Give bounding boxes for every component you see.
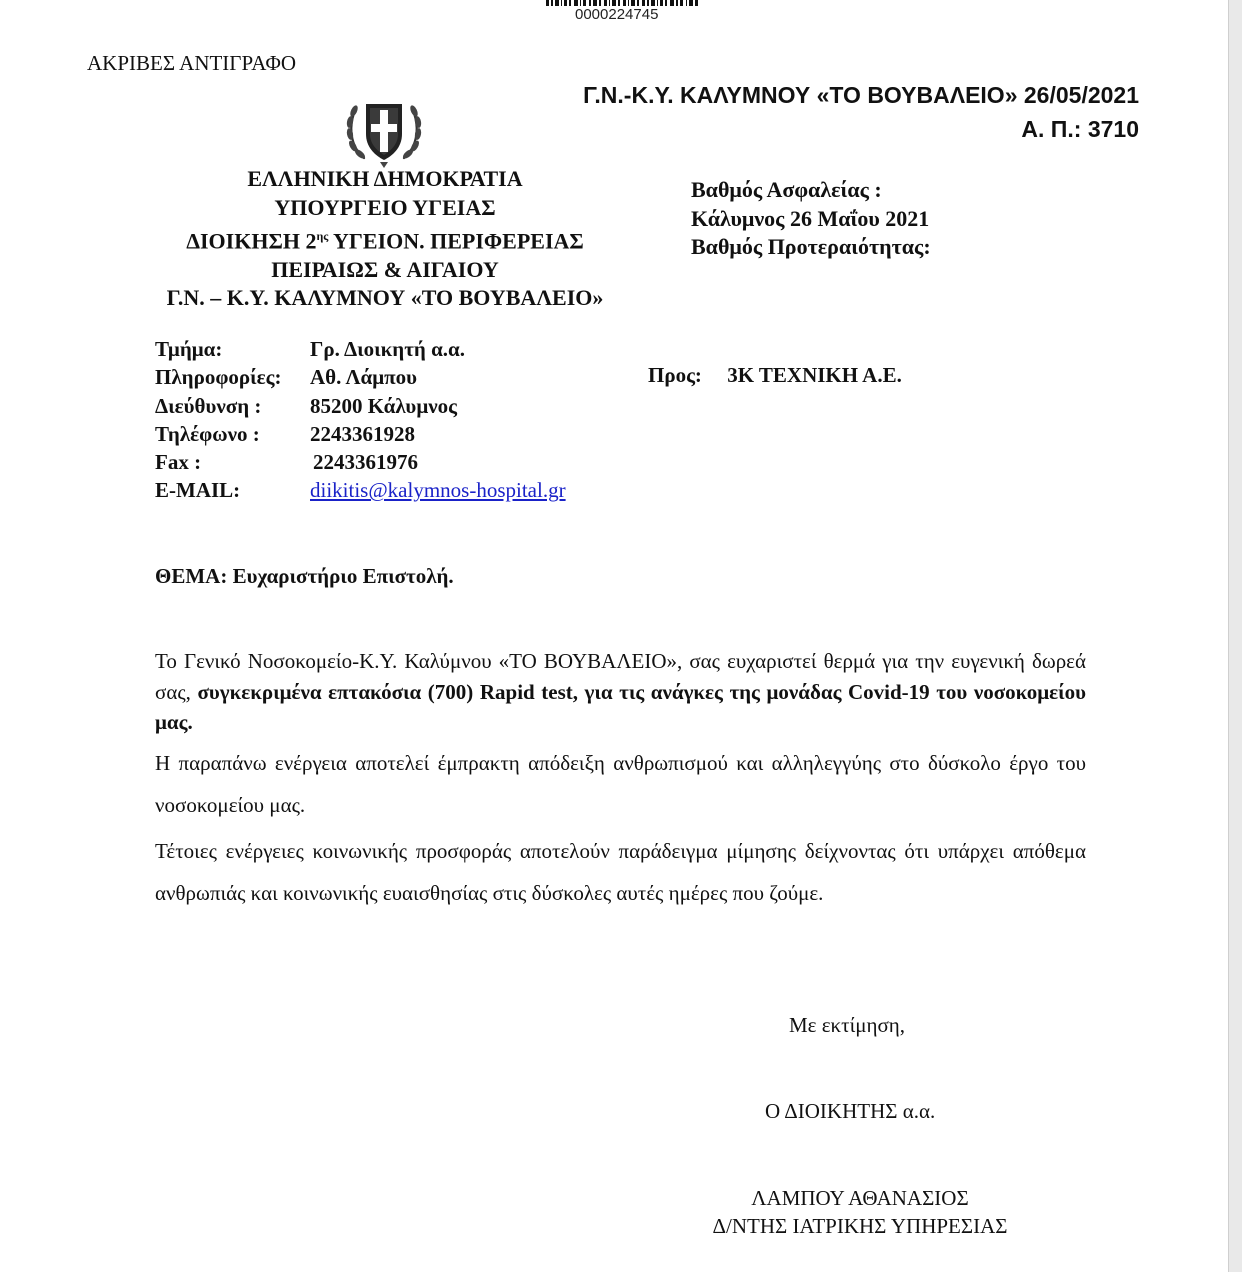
contact-label: Διεύθυνση : (155, 393, 262, 418)
contact-label: Fax : (155, 450, 202, 475)
ordinal-suffix: ης (316, 229, 329, 243)
contact-value (310, 476, 566, 504)
contact-value: Αθ. Λάμπου (310, 365, 418, 390)
contact-value: Γρ. Διοικητή α.α. (310, 337, 466, 361)
subject-line: ΘΕΜΑ: Ευχαριστήριο Επιστολή. (155, 564, 454, 588)
barcode-number: 0000224745 (575, 6, 659, 23)
contact-value: 85200 Κάλυμνος (310, 393, 457, 418)
document-meta (691, 176, 931, 262)
exact-copy-stamp: ΑΚΡΙΒΕΣ ΑΝΤΙΓΡΑΦΟ (87, 51, 297, 75)
body-paragraph: Τέτοιες ενέργειες κοινωνικής προσφοράς αποτελούν παράδειγμα μίμησης δείχνοντας ότι υπάρχει απόθεμα ανθρωπιάς και κοινωνικής ευαισθησίας στις δύσκολες αυτές ημέρες που ζούμε. (155, 838, 1086, 905)
body-paragraph (155, 646, 1086, 738)
recipient-name: 3Κ ΤΕΧΝΙΚΗ Α.Ε. (727, 363, 902, 387)
security-level: Βαθμός Ασφαλείας : (691, 177, 882, 202)
authority-line-part: ΔΙΟΙΚΗΣΗ 2 (186, 228, 317, 254)
protocol-number: Α. Π.: 3710 (1021, 116, 1139, 142)
contact-value: 2243361928 (310, 421, 415, 446)
authority-line: Γ.Ν. – Κ.Υ. ΚΑΛΥΜΝΟΥ «ΤΟ ΒΟΥΒΑΛΕΙΟ» (166, 285, 604, 311)
greek-coat-of-arms-icon (344, 88, 424, 170)
closing: Με εκτίμηση, (789, 1013, 906, 1037)
email-link[interactable]: diikitis@kalymnos-hospital.gr (310, 478, 566, 503)
authority-line: ΥΠΟΥΡΓΕΙΟ ΥΓΕΙΑΣ (274, 194, 496, 220)
contact-label: Τμήμα: (155, 337, 223, 361)
authority-line: ΕΛΛΗΝΙΚΗ ΔΗΜΟΚΡΑΤΙΑ (247, 166, 523, 191)
authority-line-part: ΥΓΕΙΟΝ. ΠΕΡΙΦΕΡΕΙΑΣ (328, 228, 584, 254)
signer-name: ΛΑΜΠΟΥ ΑΘΑΝΑΣΙΟΣ (751, 1186, 969, 1210)
signature-block (684, 1184, 1036, 1240)
director-title: Ο ΔΙΟΙΚΗΤΗΣ α.α. (765, 1099, 936, 1123)
contact-label: Τηλέφωνο : (155, 421, 260, 446)
place-date: Κάλυμνος 26 Μαΐου 2021 (691, 205, 930, 231)
contact-label: Πληροφορίες: (155, 365, 282, 390)
body-paragraph: Η παραπάνω ενέργεια αποτελεί έμπρακτη απόδειξη ανθρωπισμού και αλληλεγγύης στο δύσκολο έργο του νοσοκομείου μας. (155, 750, 1086, 817)
contact-value: 2243361976 (313, 450, 418, 475)
signer-role: Δ/ΝΤΗΣ ΙΑΤΡΙΚΗΣ ΥΠΗΡΕΣΙΑΣ (712, 1214, 1008, 1238)
body-text: Το Γενικό Νοσοκομείο-Κ.Υ. Καλύμνου «ΤΟ ΒΟΥΒΑΛΕΙΟ», σας ευχαριστεί θερμά για την ευγενική δωρεά σας, (155, 649, 1086, 704)
body-text-bold: συγκεκριμένα επτακόσια (700) Rapid test, για τις ανάγκες της μονάδας Covid-19 του νοσοκομείου μας. (155, 679, 1087, 734)
letter-body (155, 646, 1086, 914)
issuing-authority (140, 165, 630, 313)
contact-label: E-MAIL: (155, 478, 241, 503)
recipient (648, 363, 902, 388)
authority-line (140, 222, 630, 256)
priority-level: Βαθμός Προτεραιότητας: (691, 234, 931, 259)
protocol-header: Γ.Ν.-Κ.Υ. ΚΑΛΥΜΝΟΥ «ΤΟ ΒΟΥΒΑΛΕΙΟ» 26/05/2021 (583, 82, 1139, 108)
recipient-label: Προς: (648, 363, 702, 387)
authority-line: ΠΕΙΡΑΙΩΣ & ΑΙΓΑΙΟΥ (271, 256, 499, 282)
